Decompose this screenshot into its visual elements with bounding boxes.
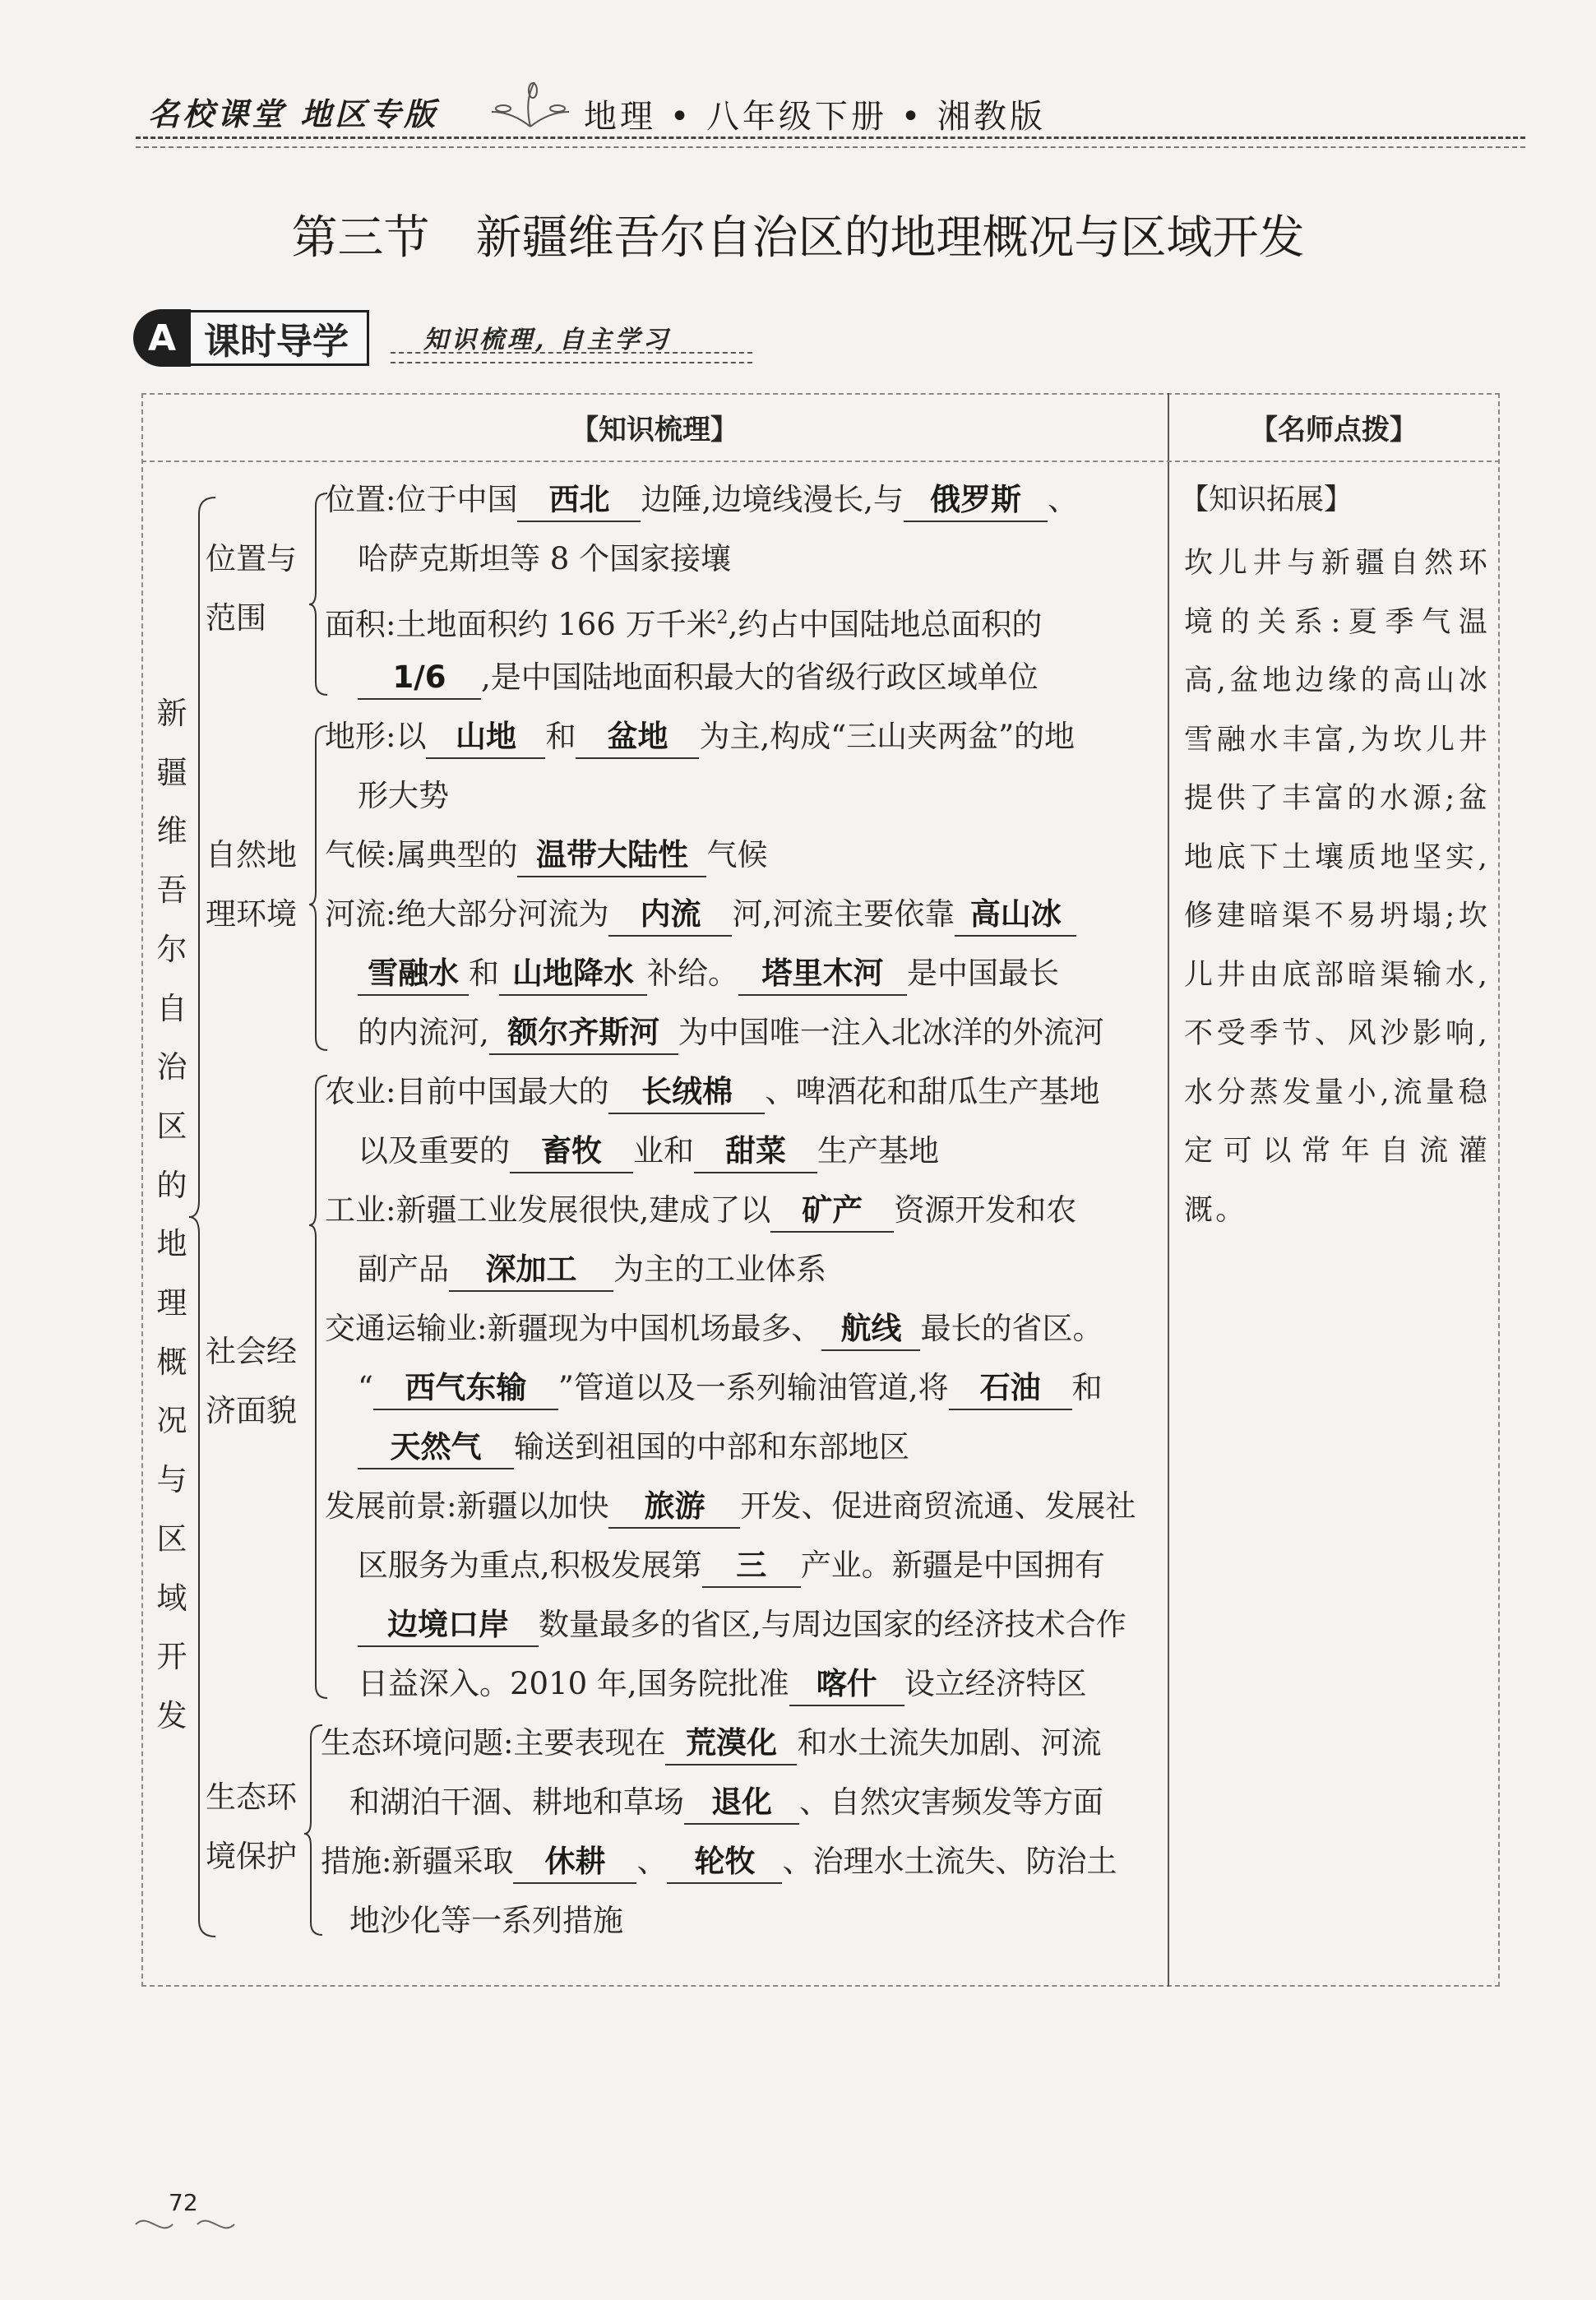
answer-blank: 退化 (684, 1782, 799, 1825)
content-line: 区服务为重点,积极发展第 三 产业。新疆是中国拥有 (358, 1543, 1105, 1589)
answer-blank: 甜菜 (694, 1131, 817, 1173)
answer-blank: 盆地 (576, 716, 699, 759)
content-line: 发展前景:新疆以加快 旅游 开发、促进商贸流通、发展社 (325, 1483, 1136, 1529)
main-topic-char: 疆 (156, 754, 187, 790)
main-topic-char: 与 (156, 1462, 187, 1498)
answer-blank: 旅游 (608, 1486, 740, 1529)
main-topic-char: 区 (156, 1108, 187, 1144)
answer-blank: 深加工 (449, 1249, 613, 1292)
answer-blank: 天然气 (358, 1427, 514, 1469)
answer-blank: 长绒棉 (608, 1071, 765, 1114)
main-topic-char: 新 (156, 696, 187, 731)
answer-blank: 轮牧 (667, 1841, 782, 1884)
subject-info: 地理 • 八年级下册 • 湘教版 (584, 98, 1047, 136)
answer-blank: 三 (702, 1545, 801, 1588)
answer-blank: 畜牧 (510, 1131, 633, 1173)
answer-blank: 喀什 (789, 1664, 904, 1706)
main-topic-char: 地 (156, 1226, 187, 1262)
content-line: 和湖泊干涸、耕地和草场 退化 、自然灾害频发等方面 (349, 1779, 1103, 1826)
knowledge-header: 【知识梳理】 (571, 414, 738, 447)
content-line: 日益深入。2010 年,国务院批准 喀什 设立经济特区 (358, 1661, 1087, 1707)
section-letter: A (133, 309, 191, 367)
answer-blank: 西北 (517, 479, 641, 522)
content-line: 工业:新疆工业发展很快,建成了以 矿产 资源开发和农 (325, 1187, 1076, 1233)
content-line: “ 西气东输 ”管道以及一系列输油管道,将 石油 和 (358, 1365, 1103, 1411)
answer-blank: 航线 (821, 1308, 920, 1351)
category-society: 社会经 济面貌 (206, 1334, 297, 1428)
content-line: 边境口岸 数量最多的省区,与周边国家的经济技术合作 (358, 1602, 1126, 1648)
main-topic-char: 开 (156, 1639, 187, 1675)
page-number: 72 (169, 2189, 198, 2216)
main-topic-char: 吾 (156, 872, 187, 909)
content-line: 的内流河, 额尔齐斯河 为中国唯一注入北冰洋的外流河 (358, 1010, 1104, 1056)
category-nature: 自然地 理环境 (206, 837, 297, 932)
brand-title: 名校课堂 地区专版 (148, 95, 439, 132)
content-line: 1/6 ,是中国陆地面积最大的省级行政区域单位 (358, 655, 1039, 701)
content-line: 河流:绝大部分河流为 内流 河,河流主要依靠 高山冰 (325, 891, 1076, 937)
content-line: 副产品 深加工 为主的工业体系 (358, 1247, 826, 1293)
answer-blank: 荒漠化 (665, 1723, 797, 1765)
answer-blank: 额尔齐斯河 (489, 1012, 678, 1055)
content-line: 措施:新疆采取 休耕 、 轮牧 、治理水土流失、防治土 (321, 1839, 1117, 1885)
main-topic-char: 尔 (156, 931, 187, 967)
section-label: 课时导学 (191, 310, 369, 366)
main-topic-char: 域 (156, 1580, 187, 1616)
answer-blank: 温带大陆性 (517, 835, 706, 877)
tip-text: 坎儿井与新疆自然环境的关系:夏季气温高,盆地边缘的高山冰雪融水丰富,为坎儿井提供了丰富的水源;盆地底下土壤质地坚实,修建暗渠不易坍塌;坎儿井由底部暗渠输水,不受季节、风沙影响,水分蒸发量小,流量稳定可以常年自流灌溉。 (1184, 547, 1490, 1227)
page-ornament-icon (132, 2212, 238, 2237)
content-line: 形大势 (358, 778, 449, 813)
answer-blank: 塔里木河 (738, 953, 907, 996)
page-title: 第三节 新疆维吾尔自治区的地理概况与区域开发 (291, 211, 1305, 265)
main-topic-vertical (150, 684, 193, 1746)
content-line: 生态环境问题:主要表现在 荒漠化 和水土流失加剧、河流 (321, 1720, 1101, 1766)
answer-blank: 山地 (426, 716, 545, 759)
answer-blank: 边境口岸 (358, 1604, 539, 1647)
answer-blank: 矿产 (770, 1190, 894, 1233)
main-topic-char: 概 (156, 1344, 187, 1380)
content-line: 哈萨克斯坦等 8 个国家接壤 (358, 541, 732, 576)
content-line: 面积:土地面积约 166 万千米$^2$,约占中国陆地总面积的 (325, 607, 1043, 642)
main-topic-char: 的 (156, 1167, 187, 1203)
answer-blank: 石油 (949, 1368, 1072, 1410)
main-topic-char: 发 (156, 1697, 187, 1733)
main-topic-char: 自 (156, 990, 187, 1026)
answer-blank: 山地降水 (499, 953, 647, 996)
content-line: 交通运输业:新疆现为中国机场最多、 航线 最长的省区。 (325, 1306, 1103, 1352)
main-topic-char: 理 (156, 1285, 187, 1321)
content-line: 气候:属典型的 温带大陆性 气候 (325, 832, 767, 878)
category-ecology: 生态环 境保护 (206, 1779, 297, 1874)
content-line: 地沙化等一系列措施 (349, 1903, 623, 1938)
answer-blank: 西气东输 (373, 1368, 558, 1410)
content-line: 位置:位于中国 西北 边陲,边境线漫长,与 俄罗斯 、 (325, 477, 1078, 523)
answer-blank: 俄罗斯 (904, 479, 1048, 522)
content-line: 天然气 输送到祖国的中部和东部地区 (358, 1424, 909, 1470)
answer-blank: 1/6 (358, 657, 481, 700)
answer-blank: 雪融水 (358, 953, 469, 996)
category-location: 位置与 范围 (206, 541, 297, 636)
answer-blank: 休耕 (513, 1841, 636, 1884)
main-topic-char: 治 (156, 1049, 187, 1085)
content-line: 地形:以 山地 和 盆地 为主,构成“三山夹两盆”的地 (325, 714, 1075, 760)
main-topic-char: 维 (156, 813, 187, 849)
section-subtitle: 知识梳理, 自主学习 (423, 326, 671, 354)
tip-heading: 【知识拓展】 (1180, 484, 1353, 516)
content-line: 农业:目前中国最大的 长绒棉 、啤酒花和甜瓜生产基地 (325, 1069, 1099, 1115)
content-line: 以及重要的 畜牧 业和 甜菜 生产基地 (358, 1128, 939, 1174)
main-topic-char: 况 (156, 1403, 187, 1439)
answer-blank: 高山冰 (955, 894, 1076, 937)
content-line: 雪融水 和 山地降水 补给。 塔里木河 是中国最长 (358, 951, 1059, 997)
main-topic-char: 区 (156, 1520, 187, 1557)
tips-header: 【名师点拨】 (1250, 414, 1418, 447)
answer-blank: 内流 (608, 894, 732, 937)
